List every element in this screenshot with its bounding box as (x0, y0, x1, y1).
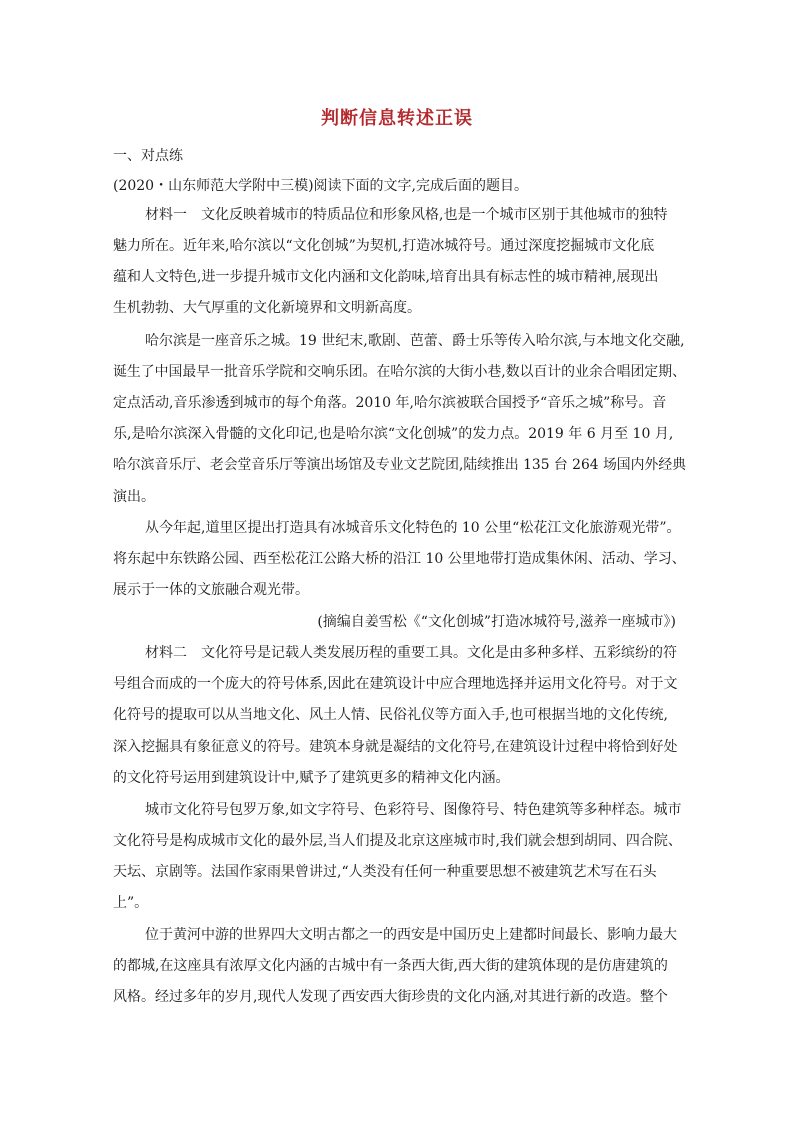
section-heading: 一、对点练 (113, 148, 183, 164)
text-line: 位于黄河中游的世界四大文明古都之一的西安是中国历史上建都时间最长、影响力最大 (145, 927, 677, 943)
text-line: 天坛、京剧等。法国作家雨果曾讲过,“人类没有任何一种重要思想不被建筑艺术写在石头 (113, 864, 657, 880)
text-line: 风格。经过多年的岁月,现代人发现了西安西大街珍贵的文化内涵,对其进行新的改造。整个 (113, 989, 668, 1005)
text-line: 深入挖掘具有象征意义的符号。建筑本身就是凝结的文化符号,在建筑设计过程中将恰到好处 (113, 739, 678, 755)
text-line: 蕴和人文特色,进一步提升城市文化内涵和文化韵味,培育出具有标志性的城市精神,展现出 (113, 269, 659, 285)
text-line: 展示于一体的文旅融合观光带。 (113, 582, 309, 598)
text-line: 哈尔滨是一座音乐之城。19 世纪末,歌剧、芭蕾、爵士乐等传入哈尔滨,与本地文化交融, (145, 333, 685, 349)
text-line: 将东起中东铁路公园、西至松花江公路大桥的沿江 10 公里地带打造成集休闲、活动、学习、 (113, 551, 686, 567)
text-line: 材料一 文化反映着城市的特质品位和形象风格,也是一个城市区别于其他城市的独特 (145, 207, 668, 223)
text-line: 从今年起,道里区提出打造具有冰城音乐文化特色的 10 公里“松花江文化旅游观光带”。 (145, 520, 681, 536)
text-line: 哈尔滨音乐厅、老会堂音乐厅等演出场馆及专业文艺院团,陆续推出 135 台 264 场国内外经典 (113, 457, 686, 473)
source-line: (2020・山东师范大学附中三模)阅读下面的文字,完成后面的题目。 (113, 178, 529, 194)
text-line: 上”。 (113, 895, 149, 911)
text-line: 城市文化符号包罗万象,如文字符号、色彩符号、图像符号、特色建筑等多种样态。城市 (145, 802, 682, 818)
text-line: 诞生了中国最早一批音乐学院和交响乐团。在哈尔滨的大街小巷,数以百计的业余合唱团定期、 (113, 364, 686, 380)
text-line: 定点活动,音乐渗透到城市的每个角落。2010 年,哈尔滨被联合国授予“音乐之城”称号。音 (113, 395, 667, 411)
citation-line: (摘编自姜雪松《“文化创城”打造冰城符号,滋养一座城市》) (317, 614, 676, 630)
text-line: 生机勃勃、大气厚重的文化新境界和文明新高度。 (113, 300, 421, 316)
text-line: 的文化符号运用到建筑设计中,赋予了建筑更多的精神文化内涵。 (113, 770, 510, 786)
text-line: 演出。 (113, 489, 155, 505)
text-line: 乐,是哈尔滨深入骨髓的文化印记,也是哈尔滨“文化创城”的发力点。2019 年 6 月至 10 月, (113, 426, 674, 442)
text-line: 化符号的提取可以从当地文化、风土人情、民俗礼仪等方面入手,也可根据当地的文化传统, (113, 707, 668, 723)
text-line: 号组合而成的一个庞大的符号体系,因此在建筑设计中应合理地选择并运用文化符号。对于文 (113, 676, 678, 692)
page-title: 判断信息转述正误 (321, 108, 473, 129)
text-line: 的都城,在这座具有浓厚文化内涵的古城中有一条西大街,西大街的建筑体现的是仿唐建筑的 (113, 958, 668, 974)
text-line: 文化符号是构成城市文化的最外层,当人们提及北京这座城市时,我们就会想到胡同、四合院、 (113, 833, 682, 849)
text-line: 材料二 文化符号是记载人类发展历程的重要工具。文化是由多种多样、五彩缤纷的符 (145, 645, 677, 661)
text-line: 魅力所在。近年来,哈尔滨以“文化创城”为契机,打造冰城符号。通过深度挖掘城市文化底 (113, 238, 655, 254)
